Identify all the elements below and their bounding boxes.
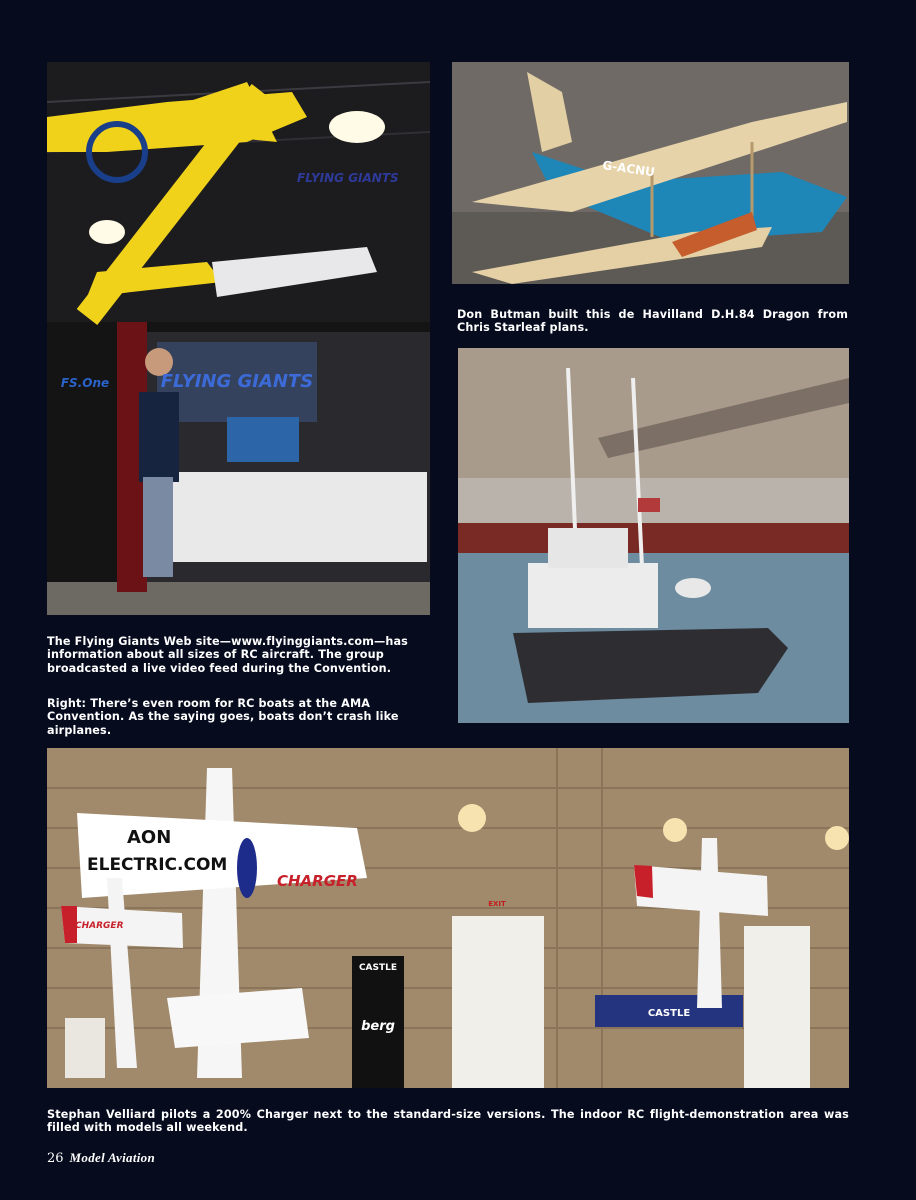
flying-giants-booth-photo xyxy=(47,62,430,615)
boat-caption: Right: There’s even room for RC boats at the AMA Convention. As the saying goes, boats don’t crash like airplanes. xyxy=(47,697,399,737)
magazine-name: Model Aviation xyxy=(69,1150,155,1165)
page-footer xyxy=(47,1150,155,1166)
rc-boat-photo xyxy=(458,348,849,723)
big-wing-text-line1: AON xyxy=(127,827,172,848)
berg-banner-text: berg xyxy=(361,1019,395,1034)
flying-giants-caption: The Flying Giants Web site—www.flyinggiants.com—has information about all sizes of RC aircraft. The group broadcasted a live video feed during the Convention. xyxy=(47,635,408,675)
big-charger-logo: CHARGER xyxy=(277,872,358,890)
page-number: 26 xyxy=(47,1151,64,1166)
charger-models-photo xyxy=(47,748,849,1088)
fs-one-sign-text: FS.One xyxy=(60,376,110,390)
small-charger-logo: CHARGER xyxy=(75,921,124,931)
wing-logo-text: FLYING GIANTS xyxy=(297,171,399,185)
dragon-biplane-photo xyxy=(452,62,849,284)
flying-giants-banner-text: FLYING GIANTS xyxy=(160,371,314,392)
registration-text: G-ACNU xyxy=(601,158,656,180)
big-wing-text-line2: ELECTRIC.COM xyxy=(87,855,228,875)
castle-sign-text: CASTLE xyxy=(647,1008,691,1019)
dragon-caption: Don Butman built this de Havilland D.H.84 Dragon from Chris Starleaf plans. xyxy=(457,308,848,335)
exit-sign-text: EXIT xyxy=(488,900,506,908)
castle-banner-text: CASTLE xyxy=(358,963,398,973)
charger-caption: Stephan Velliard pilots a 200% Charger next to the standard-size versions. The indoor RC flight-demonstration area was filled with models all weekend. xyxy=(47,1108,849,1135)
